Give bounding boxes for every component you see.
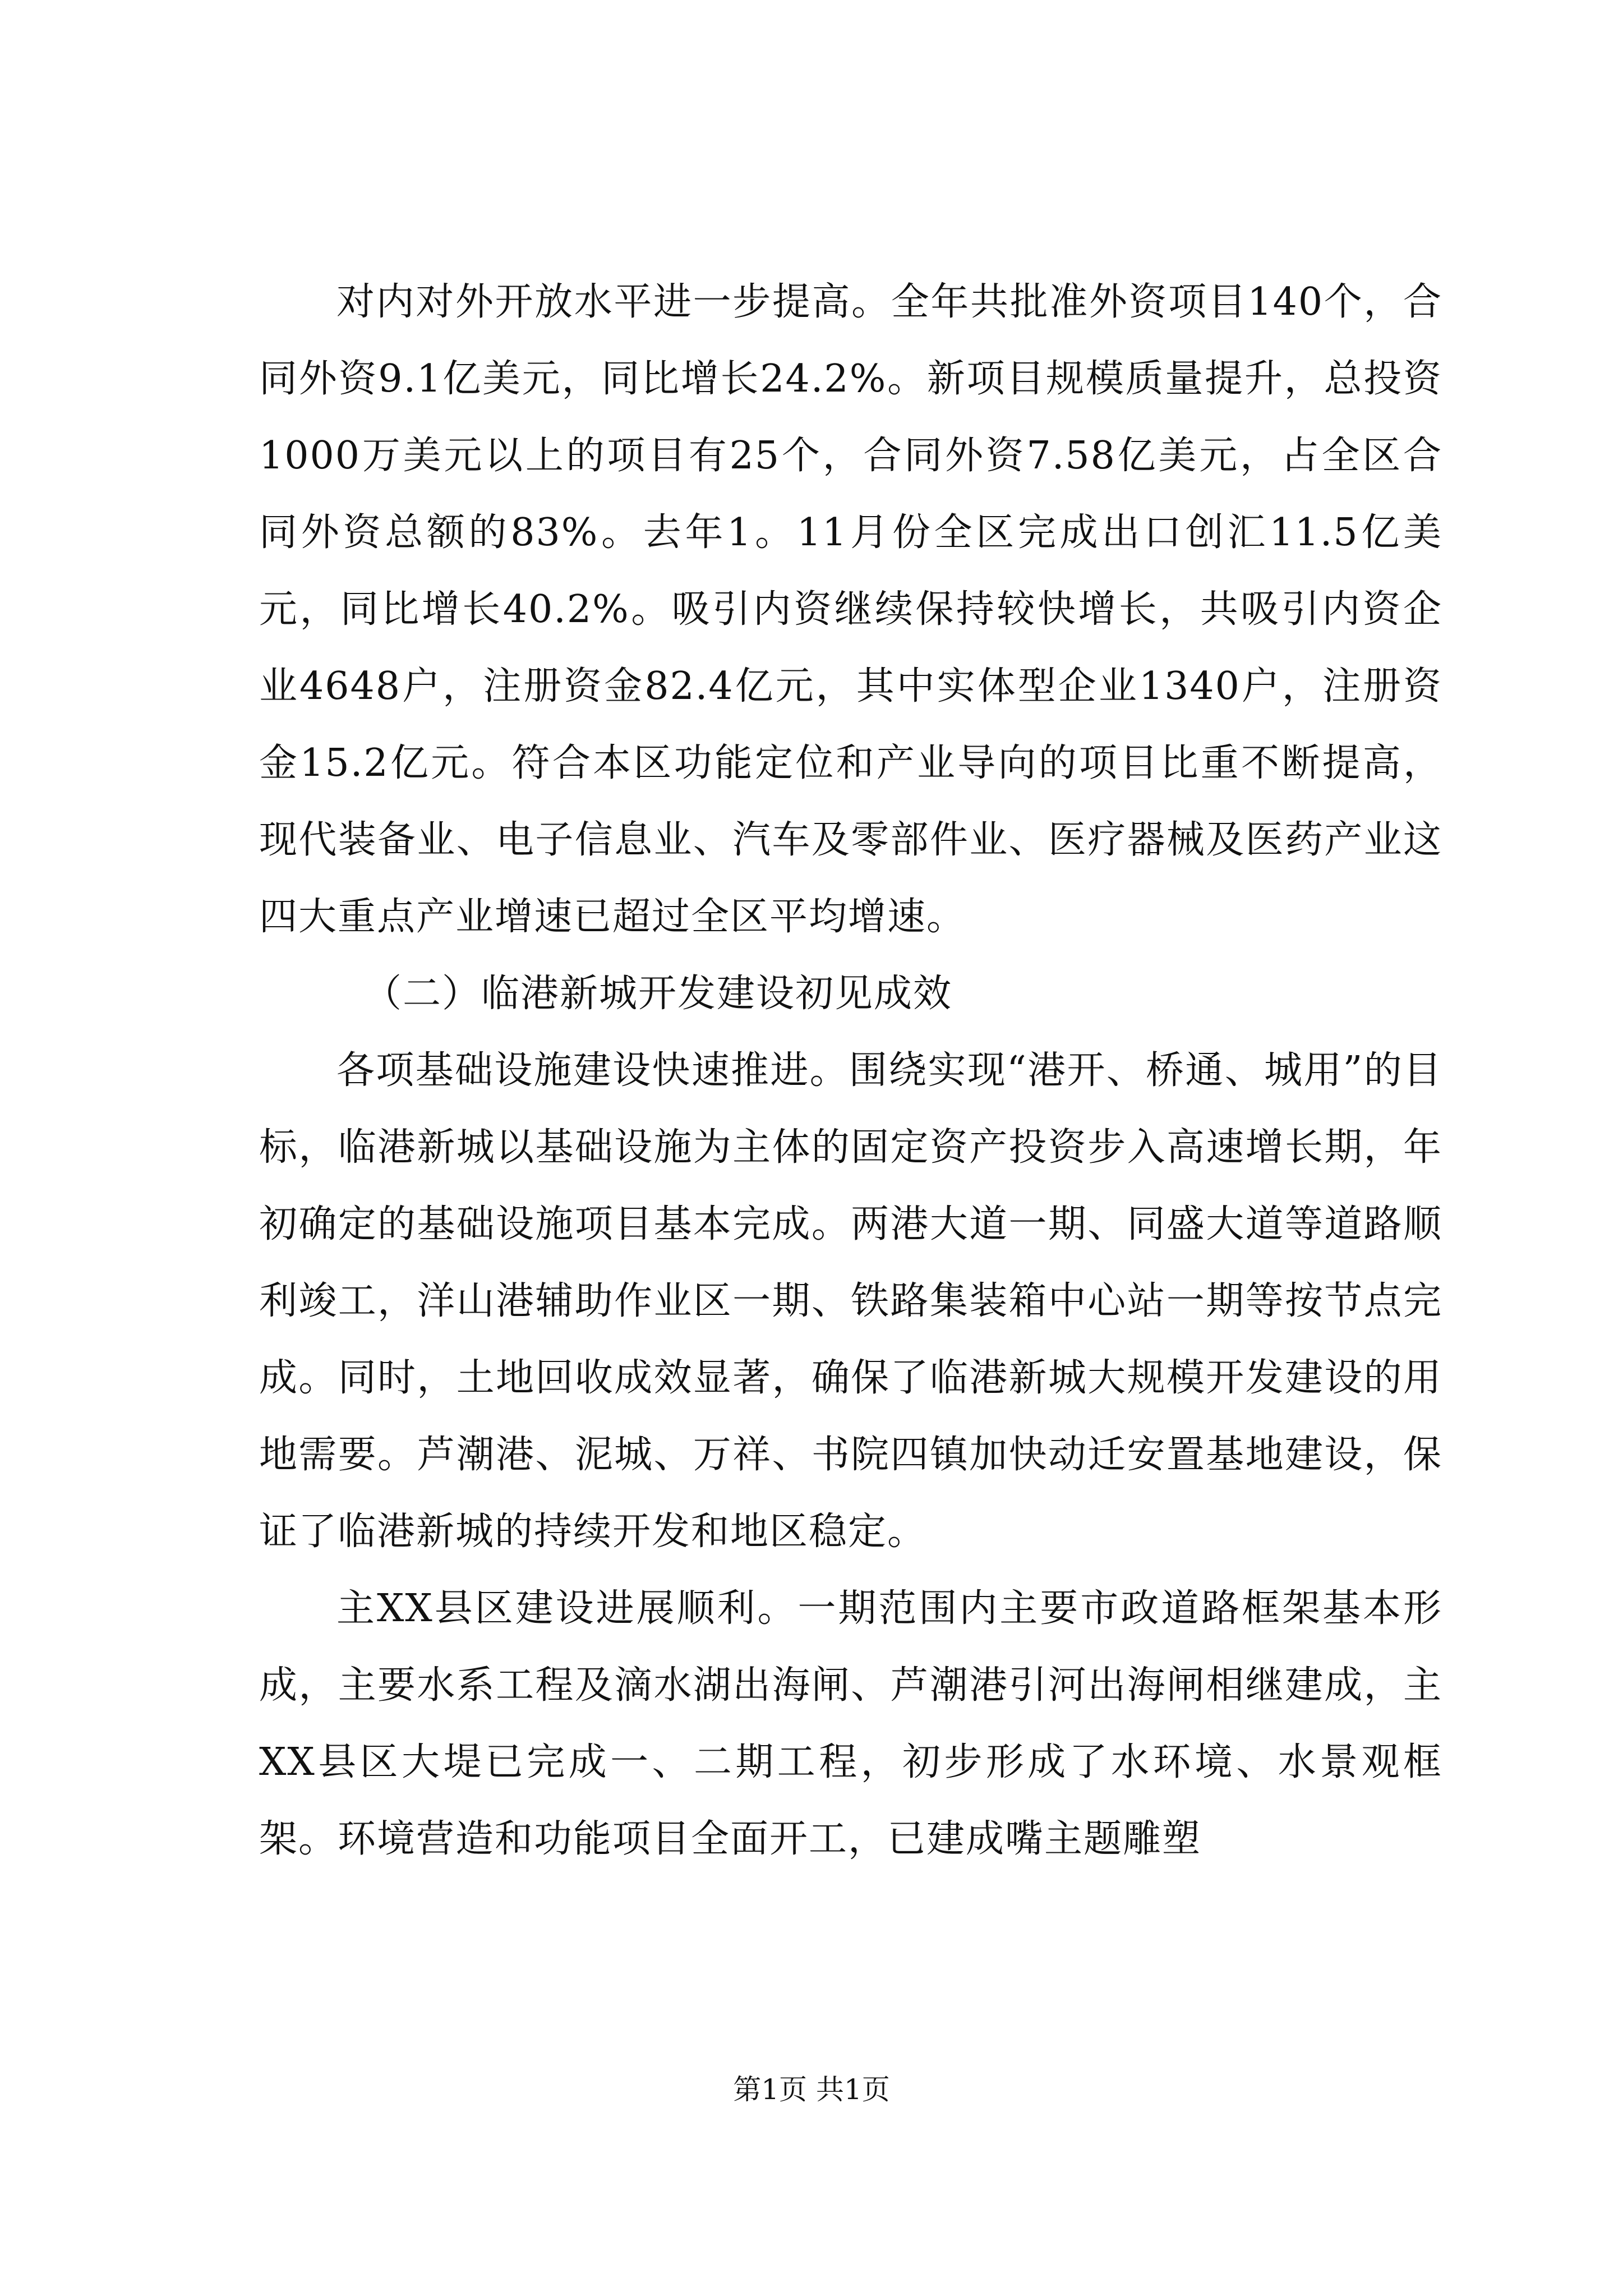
paragraph-opening: 对内对外开放水平进一步提高。全年共批准外资项目140个，合同外资9.1亿美元，同比增长24.2%。新项目规模质量提升，总投资1000万美元以上的项目有25个，合同外资7.58亿美元，占全区合同外资总额的83%。去年1。11月份全区完成出口创汇11.5亿美元，同比增长40.2%。吸引内资继续保持较快增长，共吸引内资企业4648户，注册资金82.4亿元，其中实体型企业1340户，注册资金15.2亿元。符合本区功能定位和产业导向的项目比重不断提高，现代装备业、电子信息业、汽车及零部件业、医疗器械及医药产业这四大重点产业增速已超过全区平均增速。: [259, 280, 1442, 939]
paragraph-main-district: 主XX县区建设进展顺利。一期范围内主要市政道路框架基本形成，主要水系工程及滴水湖出海闸、芦潮港引河出海闸相继建成，主XX县区大堤已完成一、二期工程，初步形成了水环境、水景观框架。环境营造和功能项目全面开工，已建成嘴主题雕塑: [259, 1586, 1442, 1861]
page-footer: 第1页 共1页: [733, 2073, 890, 2106]
section-heading: （二）临港新城开发建设初见成效: [363, 972, 953, 1016]
paragraph-infrastructure: 各项基础设施建设快速推进。围绕实现“港开、桥通、城用”的目标，临港新城以基础设施为主体的固定资产投资步入高速增长期，年初确定的基础设施项目基本完成。两港大道一期、同盛大道等道路顺利竣工，洋山港辅助作业区一期、铁路集装箱中心站一期等按节点完成。同时，土地回收成效显著，确保了临港新城大规模开发建设的用地需要。芦潮港、泥城、万祥、书院四镇加快动迁安置基地建设，保证了临港新城的持续开发和地区稳定。: [259, 1048, 1442, 1554]
document-body: [259, 264, 1442, 1878]
